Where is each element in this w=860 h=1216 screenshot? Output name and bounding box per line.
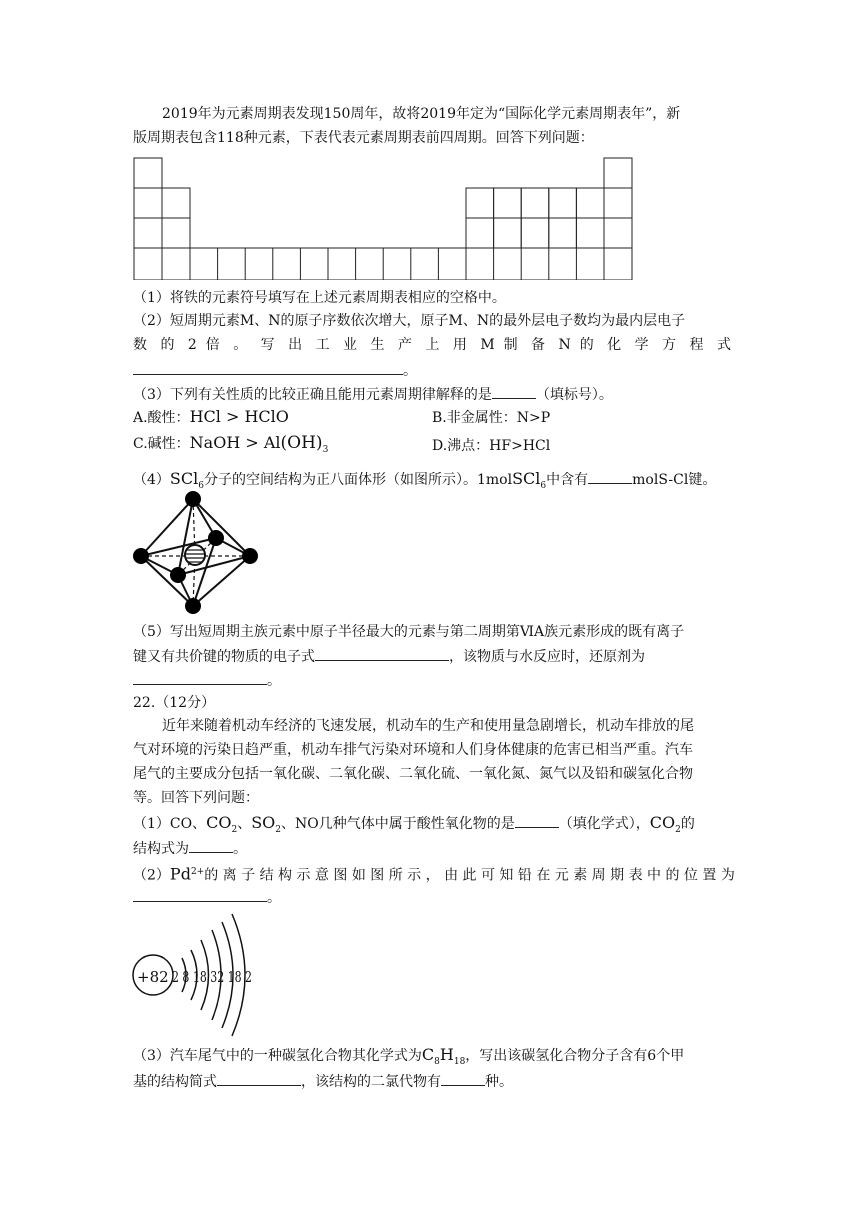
option-a: A.酸性：HCl > HClO — [133, 407, 289, 426]
answer-blank-structural-formula[interactable] — [189, 838, 233, 853]
q22-part1-line2: 结构式为 。 — [133, 838, 247, 859]
q22-part1: （1）CO、$CO_2$、$SO_2$、NO几种气体中属于酸性氧化物的是 （填化学式），$CO_2$的 — [133, 813, 695, 835]
q21-part2-line2: 数 的 2 倍 。 写 出 工 业 生 产 上 用 M 制 备 N 的 化 学 方 程 式 — [133, 337, 731, 353]
q22-header: 22.（12分） — [133, 695, 216, 711]
q22-part3-line1: （3）汽车尾气中的一种碳氢化合物其化学式为$C_8H_{18}$，写出该碳氢化合物分子含有6个甲 — [133, 1045, 685, 1067]
q22-para-line4: 等。回答下列问题： — [133, 790, 259, 806]
intro-line-1: 2019年为元素周期表发现150周年，故将2019年定为“国际化学元素周期表年”，新 — [162, 106, 681, 122]
q21-part3: （3）下列有关性质的比较正确且能用元素周期律解释的是 （填标号）。 — [133, 384, 613, 405]
q22-para-line2: 气对环境的污染日趋严重，机动车排气污染对环境和人们身体健康的危害已相当严重。汽车 — [133, 742, 693, 758]
q22-part2-line2: 。 — [133, 887, 281, 908]
option-b: B.非金属性：N>P — [432, 410, 551, 426]
ion-shell-electron-counts: 2 8 18 32 18 2 — [172, 968, 252, 986]
q22-para-line3: 尾气的主要成分包括一氧化碳、二氧化碳、二氧化硫、一氧化氮、氮气以及铅和碳氢化合物 — [133, 766, 693, 782]
q22-part3-line2: 基的结构简式 ，该结构的二氯代物有 种。 — [133, 1071, 513, 1092]
q21-part4: （4）SCl$_6$分子的空间结构为正八面体形（如图所示）。1molSCl$_6$中含有 molS-Cl键。 — [133, 469, 717, 491]
answer-blank-reducing-agent[interactable] — [133, 670, 267, 685]
answer-blank-period-position[interactable] — [133, 887, 267, 902]
q21-part5-line1: （5）写出短周期主族元素中原子半径最大的元素与第二周期第ⅥA族元素形成的既有离子 — [133, 624, 685, 640]
q21-part5-line3: 。 — [133, 670, 281, 691]
periodic-table-grid — [0, 150, 860, 280]
answer-blank-part4[interactable] — [588, 469, 632, 484]
q21-part5-line2: 键又有共价键的物质的电子式 ，该物质与水反应时，还原剂为 — [133, 646, 645, 667]
option-d: D.沸点：HF>HCl — [432, 438, 551, 454]
answer-blank-electron-formula[interactable] — [315, 646, 449, 661]
answer-blank-equation[interactable] — [133, 360, 403, 375]
q21-part2-line1: （2）短周期元素M、N的原子序数依次增大，原子M、N的最外层电子数均为最内层电子 — [133, 313, 686, 329]
answer-blank-dichloro-count[interactable] — [441, 1071, 485, 1086]
answer-blank-acidic-oxide[interactable] — [515, 813, 559, 828]
scl6-octahedron-diagram — [0, 490, 860, 620]
intro-line-2: 版周期表包含118种元素，下表代表元素周期表前四周期。回答下列问题： — [133, 130, 594, 146]
answer-blank-structure[interactable] — [217, 1071, 301, 1086]
q22-para-line1: 近年来随着机动车经济的飞速发展，机动车的生产和使用量急剧增长，机动车排放的尾 — [162, 718, 694, 734]
answer-blank-part3[interactable] — [492, 384, 536, 399]
option-c: C.碱性：NaOH > $Al(OH)_3$ — [133, 433, 329, 455]
ion-structure-diagram — [0, 912, 860, 1042]
q22-part2-line1: $(2)Pd^{2+}$的 离 子 结 构 示 意 图 如 图 所 示 ， 由 此 可 知 铅 在 元 素 周 期 表 中 的 位 置 为 — [133, 864, 735, 884]
ion-nucleus-label: +82 — [137, 968, 169, 986]
q21-part2-line3: 。 — [133, 360, 417, 381]
q21-part1: （1）将铁的元素符号填写在上述元素周期表相应的空格中。 — [133, 290, 506, 306]
